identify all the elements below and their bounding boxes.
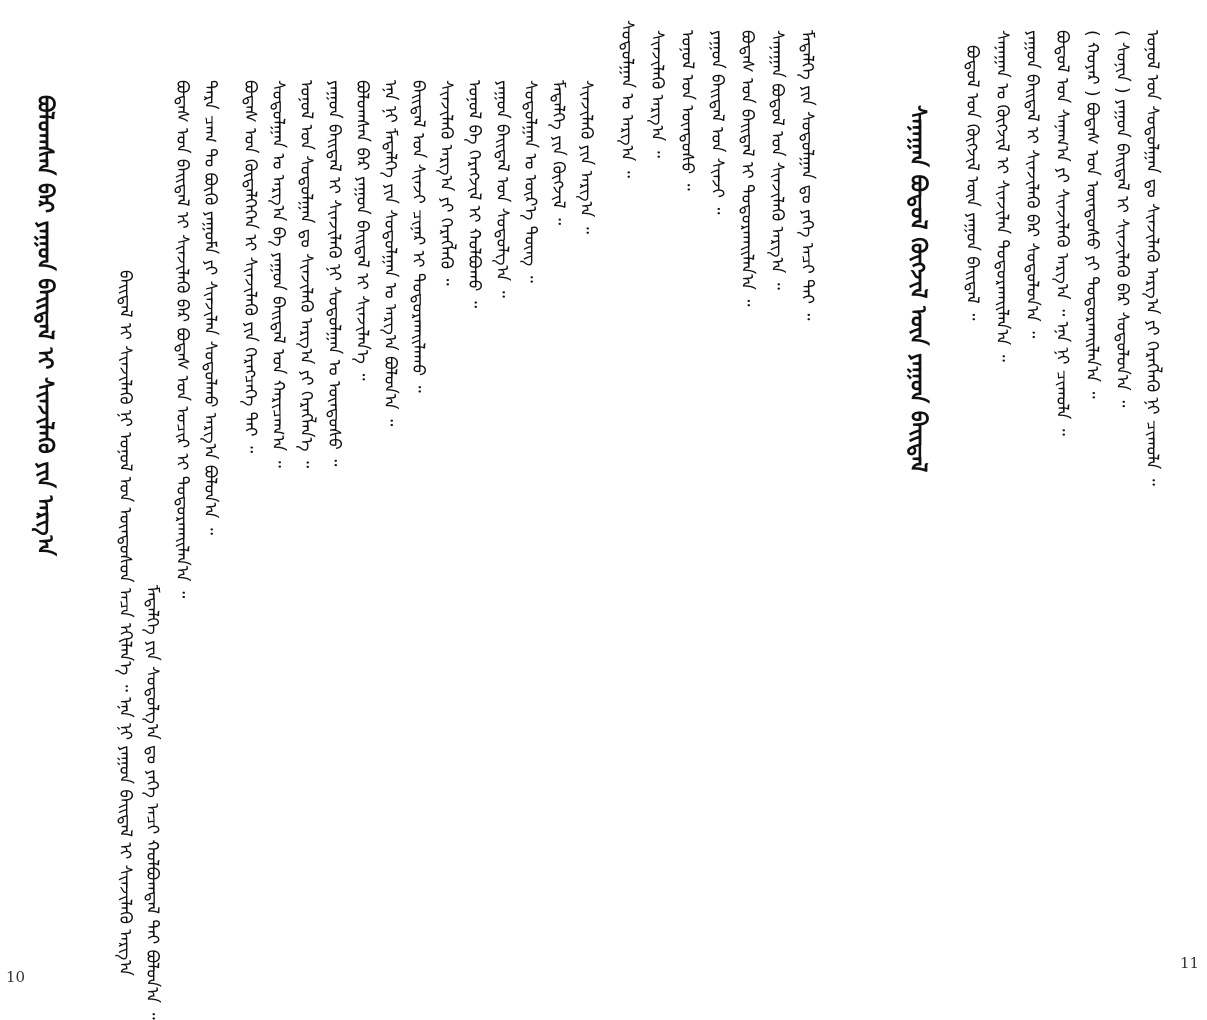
text-column: ᠶᠠᠭᠤᠨ ᠪᠠᠢᠳᠠᠯ ᠤᠨ ᠰᠤᠳᠤᠯᠭ᠎ᠠ ᠃ (492, 80, 512, 298)
text-column: ᠮᠡᠳᠡᠯᠭᠡ ᠶᠢᠨ ᠬᠥᠭᠵᠢᠯ ᠃ (548, 80, 568, 226)
text-column: ᠪᠣᠯᠤᠭᠰᠠᠨ ᠪᠡᠷ ᠶᠠᠭᠤᠨ ᠪᠠᠢᠳᠠᠯ ᠢ ᠰᠢᠨᠵᠢᠯᠡᠨ᠎ᠡ ᠃ (352, 80, 372, 381)
text-column: ᠶᠠᠭᠤᠨ ᠪᠠᠢᠳᠠᠯ ᠢ ᠰᠢᠨᠵᠢᠯᠡᠬᠦ ᠪᠡᠷ ᠰᠤᠳᠤᠯᠤᠨ᠎ᠠ ᠃ (1022, 30, 1042, 339)
text-column: ᠪᠣᠳᠤᠯ ᠤᠨ ᠰᠠᠨᠠᠭ᠎ᠠ ᠶᠢ ᠰᠢᠨᠵᠢᠯᠡᠬᠦ ᠠᠷᠭ᠎ᠠ ᠃ ᠡᠨᠡ ᠨᠢ ᠴᠢᠬᠤᠯᠠ ᠃ (1052, 30, 1072, 436)
text-column: ( ᠬᠣᠶᠠᠷ ) ᠪᠣᠳᠠᠰ ᠤᠨ ᠦᠨᠳᠦᠰᠦ ᠶᠢ ᠲᠣᠳᠤᠷᠬᠠᠢᠯᠠᠨ᠎ᠠ ᠃ (1082, 30, 1102, 399)
text-column: ᠪᠣᠳᠤᠯ ᠤᠨ ᠬᠥᠭᠵᠢᠯ ᠦᠨ ᠶᠠᠭᠤᠨ ᠪᠠᠢᠳᠠᠯ ᠃ (962, 45, 982, 321)
text-column: ᠣᠨᠣᠯ ᠪᠠ ᠬᠡᠷᠡᠭᠵᠢᠯ ᠢ ᠬᠣᠯᠪᠣᠬᠤ ᠃ (464, 80, 484, 309)
text-column: ᠰᠢᠨᠵᠢᠯᠡᠬᠦ ᠠᠷᠭ᠎ᠠ ᠃ (647, 30, 667, 158)
text-column: ᠲᠡᠷᠡ ᠴᠠᠭ ᠲᠤ ᠪᠦᠬᠦ ᠶᠠᠭᠤᠮᠠ ᠶᠢ ᠰᠢᠨᠵᠢᠯᠡᠨ ᠰᠤᠳᠤᠯᠬᠤ ᠠᠷᠭ᠎ᠠ ᠪᠣᠯᠤᠨ᠎ᠠ ᠃ (200, 80, 220, 535)
text-column: ᠪᠣᠳᠠᠰ ᠤᠨ ᠪᠠᠢᠳᠠᠯ ᠢ ᠰᠢᠨᠵᠢᠯᠡᠬᠦ ᠪᠡᠷ ᠪᠣᠳᠠᠰ ᠤᠨ ᠤᠴᠢᠷ ᠢ ᠲᠣᠳᠤᠷᠬᠠᠢᠯᠠᠨ᠎ᠠ ᠃ (172, 80, 192, 599)
text-column: ᠰᠠᠨᠠᠭᠠᠨ ᠤ ᠬᠥᠭᠵᠢᠯ ᠢ ᠰᠢᠨᠵᠢᠯᠡᠨ ᠲᠣᠳᠤᠷᠬᠠᠢᠯᠠᠨ᠎ᠠ ᠃ (992, 30, 1012, 362)
text-column: ᠰᠤᠳᠤᠯᠭᠠᠨ ᠤ ᠠᠷᠭ᠎ᠠ ᠃ (617, 20, 637, 178)
text-column: ᠡᠨᠡ ᠨᠢ ᠮᠡᠳᠡᠯᠭᠡ ᠶᠢᠨ ᠰᠤᠳᠤᠯᠭᠠᠨ ᠤ ᠠᠷᠭ᠎ᠠ ᠪᠣᠯᠤᠨ᠎ᠠ ᠃ (380, 80, 400, 427)
right-page-heading: ᠰᠠᠨᠠᠭᠠᠨ ᠪᠣᠳᠤᠯ ᠬᠥᠭᠵᠢᠯ ᠦᠨ ᠶᠠᠭᠤᠨ ᠪᠠᠢᠳᠠᠯ (905, 105, 930, 473)
text-column: ᠮᠡᠳᠡᠯᠭᠡ ᠶᠢᠨ ᠰᠤᠳᠤᠯᠭᠠᠨ ᠳᠤ ᠶᠡᠬᠡ ᠠᠴᠢ ᠲᠠᠢ ᠃ (797, 30, 817, 321)
text-column: ᠶᠠᠭᠤᠨ ᠪᠠᠢᠳᠠᠯ ᠤᠨ ᠰᠢᠨᠵᠢ ᠃ (707, 30, 727, 215)
text-column: ᠪᠣᠳᠠᠰ ᠤᠨ ᠪᠠᠢᠳᠠᠯ ᠢ ᠲᠣᠳᠤᠷᠬᠠᠢᠯᠠᠨ᠎ᠠ ᠃ (737, 30, 757, 307)
text-column: ( ᠰᠣᠨᠢᠨ ) ᠶᠠᠭᠤᠨ ᠪᠠᠢᠳᠠᠯ ᠢ ᠰᠢᠨᠵᠢᠯᠡᠬᠦ ᠪᠡᠷ ᠰᠤᠳᠤᠯᠤᠨ᠎ᠠ ᠃ (1112, 30, 1132, 408)
left-page-heading: ᠪᠣᠯᠤᠭᠰᠠᠨ ᠪᠡᠷ ᠶᠠᠭᠤᠨ ᠪᠠᠢᠳᠠᠯ ᠢ ᠰᠢᠨᠵᠢᠯᠡᠬᠦ ᠶᠢᠨ ᠠᠷᠭ᠎ᠠ (32, 95, 57, 556)
text-column: ᠪᠠᠢᠳᠠᠯ ᠤᠨ ᠰᠢᠨᠵᠢ ᠴᠢᠨᠠᠷ ᠢ ᠲᠣᠳᠤᠷᠬᠠᠢᠯᠠᠬᠤ ᠃ (408, 80, 428, 393)
text-column: ᠣᠨᠣᠯ ᠤᠨ ᠦᠨᠳᠦᠰᠦ ᠃ (677, 30, 697, 191)
text-column: ᠪᠣᠳᠠᠰ ᠤᠨ ᠬᠥᠳᠡᠯᠭᠡᠭᠡᠨ ᠢ ᠰᠢᠨᠵᠢᠯᠡᠬᠦ ᠶᠢᠨ ᠬᠡᠷᠡᠭᠴᠡᠭᠡ ᠲᠡᠢ ᠃ (240, 80, 260, 454)
text-column: ᠣᠨᠣᠯ ᠤᠨ ᠰᠤᠳᠤᠯᠭᠠᠨ ᠳᠤ ᠰᠢᠨᠵᠢᠯᠡᠬᠦ ᠠᠷᠭ᠎ᠠ ᠶᠢ ᠬᠡᠷᠡᠭᠯᠡᠨ᠎ᠡ ᠃ (296, 80, 316, 469)
page-number-right: 11 (1180, 954, 1200, 972)
text-column: ᠶᠠᠭᠤᠨ ᠪᠠᠢᠳᠠᠯ ᠢ ᠰᠢᠨᠵᠢᠯᠡᠬᠦ ᠨᠢ ᠰᠤᠳᠤᠯᠭᠠᠨ ᠤ ᠦᠨᠳᠦᠰᠦ ᠃ (324, 80, 344, 467)
text-column: ᠰᠤᠳᠤᠯᠭᠠᠨ ᠤ ᠦᠷ᠎ᠡ ᠳᠦᠩ ᠃ (520, 80, 540, 283)
text-column: ᠰᠢᠨᠵᠢᠯᠡᠬᠦ ᠶᠢᠨ ᠠᠷᠭ᠎ᠠ ᠃ (576, 80, 596, 234)
text-column: ᠰᠢᠨᠵᠢᠯᠡᠬᠦ ᠠᠷᠭ᠎ᠠ ᠶᠢ ᠬᠡᠷᠡᠭᠯᠡᠬᠦ ᠃ (436, 80, 456, 286)
text-column: ᠰᠠᠨᠠᠭᠠᠨ ᠪᠣᠳᠤᠯ ᠤᠨ ᠰᠢᠨᠵᠢᠯᠡᠬᠦ ᠠᠷᠭ᠎ᠠ ᠃ (767, 30, 787, 290)
page-number-left: 10 (6, 968, 26, 986)
text-column: ᠣᠨᠣᠯ ᠤᠨ ᠰᠤᠳᠤᠯᠭᠠᠨ ᠳᠤ ᠰᠢᠨᠵᠢᠯᠡᠬᠦ ᠠᠷᠭ᠎ᠠ ᠶᠢ ᠬᠡᠷᠡᠭᠯᠡᠬᠦ ᠨᠢ ᠴᠢᠬᠤᠯᠠ ᠃ (1142, 30, 1162, 486)
text-column: ᠰᠤᠳᠤᠯᠭᠠᠨ ᠤ ᠠᠷᠭ᠎ᠠ ᠪᠠ ᠶᠠᠭᠤᠨ ᠪᠠᠢᠳᠠᠯ ᠤᠨ ᠬᠠᠷᠢᠴᠠᠭ᠎ᠠ ᠃ (268, 80, 288, 468)
text-column: ᠪᠠᠢᠳᠠᠯ ᠢ ᠰᠢᠨᠵᠢᠯᠡᠬᠦ ᠨᠢ ᠣᠨᠣᠯ ᠤᠨ ᠦᠨᠳᠦᠰᠦᠨ ᠠᠴᠠ ᠡᠬᠢᠯᠡᠨ᠎ᠡ ᠃ ᠡᠨᠡ ᠨᠢ ᠶᠠᠭᠤᠨ ᠪᠠᠢᠳᠠᠯ ᠢ ᠰᠢᠨᠵᠢᠯᠡᠬᠦ ᠠᠷᠭ᠎ᠠ (115, 270, 135, 976)
text-column: ᠮᠡᠳᠡᠯᠭᠡ ᠶᠢᠨ ᠰᠤᠳᠤᠯᠭ᠎ᠠ ᠳᠤ ᠶᠡᠬᠡ ᠠᠴᠢ ᠬᠣᠯᠪᠣᠭᠳᠠᠯ ᠲᠠᠢ ᠪᠣᠯᠤᠨ᠎ᠠ ᠃ (142, 585, 162, 1020)
